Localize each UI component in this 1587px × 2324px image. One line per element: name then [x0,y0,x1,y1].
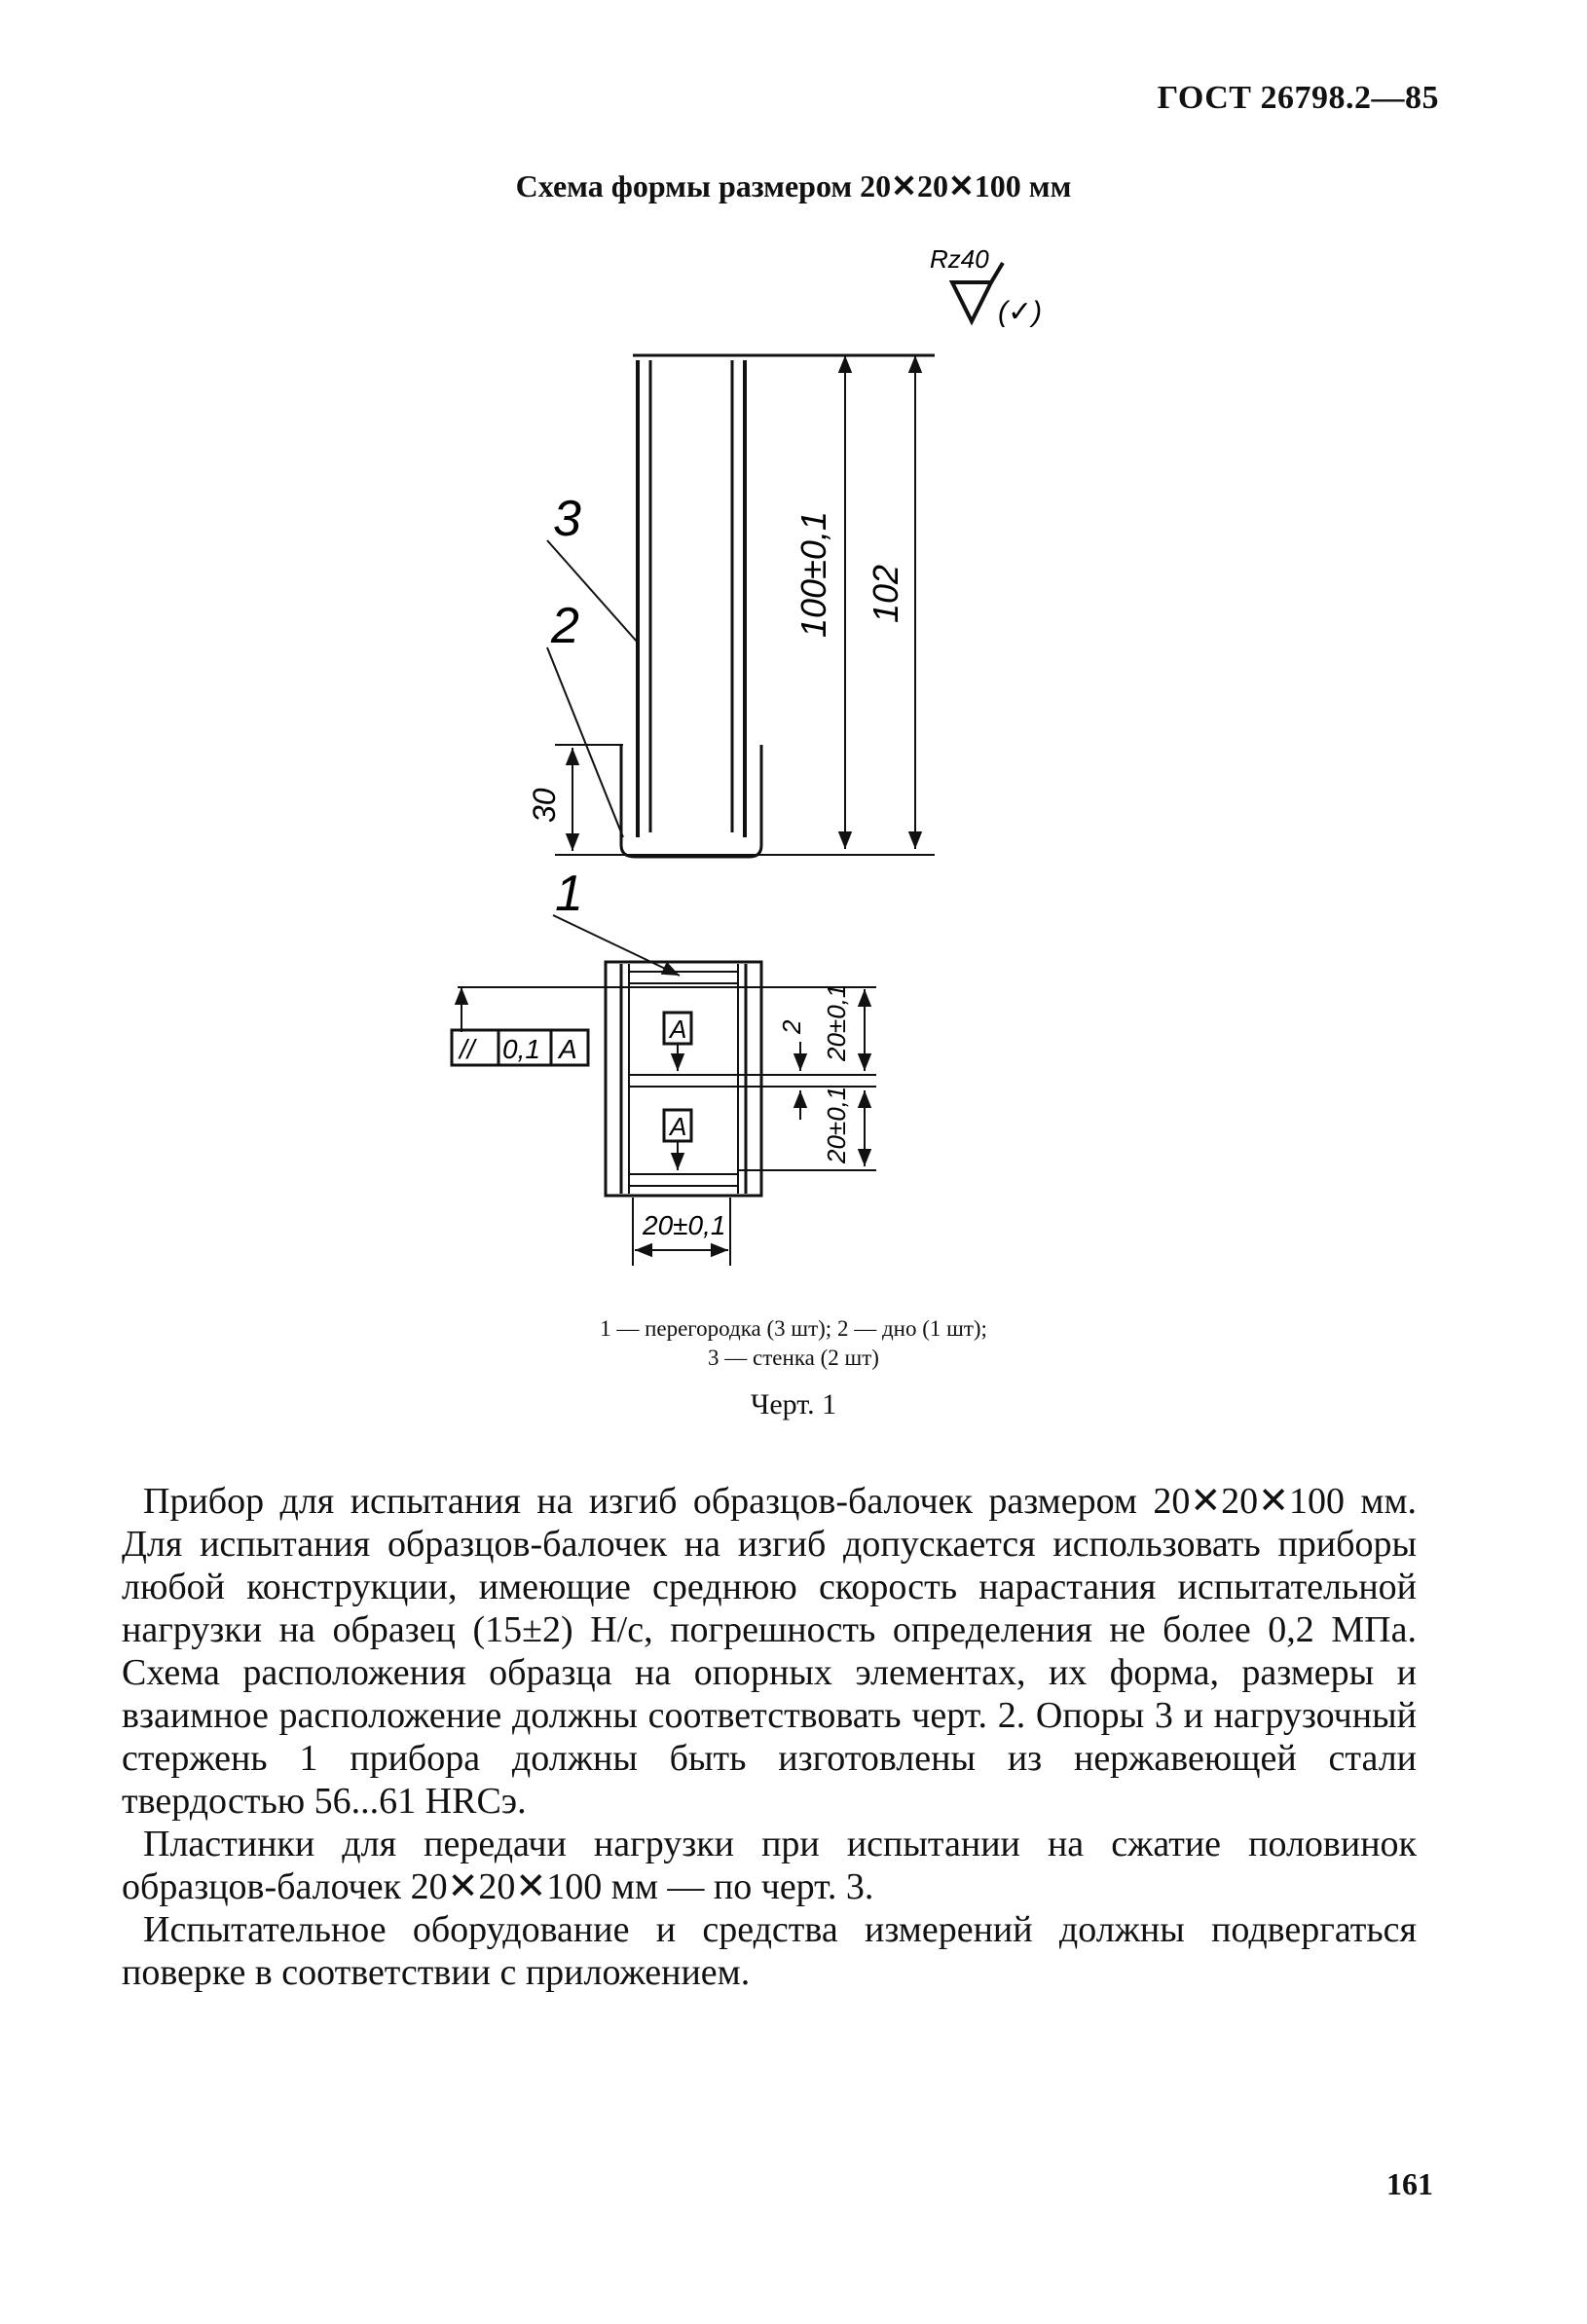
dim-cell-height-top: 20±0,1 [822,983,851,1061]
datum-marker-bottom [664,1110,691,1170]
dim-height-inner: 100±0,1 [794,511,833,638]
legend-line-1: 1 — перегородка (3 шт); 2 — дно (1 шт); [600,1316,987,1341]
tolerance-value: 0,1 [502,1034,540,1064]
label-part-2: 2 [551,598,579,654]
tolerance-symbol: // [460,1034,475,1064]
tolerance-datum: A [559,1034,577,1064]
body-text [122,1480,1417,1994]
label-part-1: 1 [555,866,583,922]
datum-marker-top [664,1013,691,1071]
datum-label: A [670,1014,687,1044]
dim-partition-thickness: 2 [777,1019,806,1034]
datum-label: A [670,1112,687,1141]
tolerance-frame [452,1030,588,1065]
paragraph-plates: Пластинки для передачи нагрузки при испытании на сжатие половинок образцов-балочек 20✕20✕100 мм — по черт. 3. [122,1824,1417,1907]
label-part-3: 3 [553,491,581,547]
paragraph-verification: Испытательное оборудование и средства измерений должны подвергаться поверке в соответствии с приложением. [122,1909,1417,1993]
dim-partition-height: 30 [527,788,562,823]
roughness-extra: (✓) [998,296,1043,328]
dim-height-total: 102 [866,564,905,623]
dim-width: 20±0,1 [643,1210,726,1240]
roughness-symbol [930,244,1042,328]
paragraph-device: Прибор для испытания на изгиб образцов-балочек размером 20✕20✕100 мм. Для испытания образцов-балочек на изгиб допускается использовать приборы любой конструкции, имеющие среднюю скорость нарастания испытательной нагрузки на образец (15±2) Н/с, погрешность определения не более 0,2 МПа. Схема расположения образца на опорных элементах, их форма, размеры и взаимное расположение должны соответствовать черт. 2. Опоры 3 и нагрузочный стержень 1 прибора должны быть изготовлены из нержавеющей стали твердостью 56...61 HRCэ. [122,1481,1417,1822]
side-view [547,355,935,976]
figure-title: Схема формы размером 20✕20✕100 мм [515,168,1072,203]
page-number: 161 [1386,2166,1433,2201]
dim-cell-height-bottom: 20±0,1 [822,1086,851,1163]
figure-caption: Черт. 1 [750,1388,837,1420]
roughness-value: Rz40 [930,244,989,274]
legend-line-2: 3 — стенка (2 шт) [708,1346,879,1370]
document-code: ГОСТ 26798.2—85 [1157,80,1439,116]
roughness-triangle-icon [952,282,991,321]
figure-legend [0,1314,1587,1373]
